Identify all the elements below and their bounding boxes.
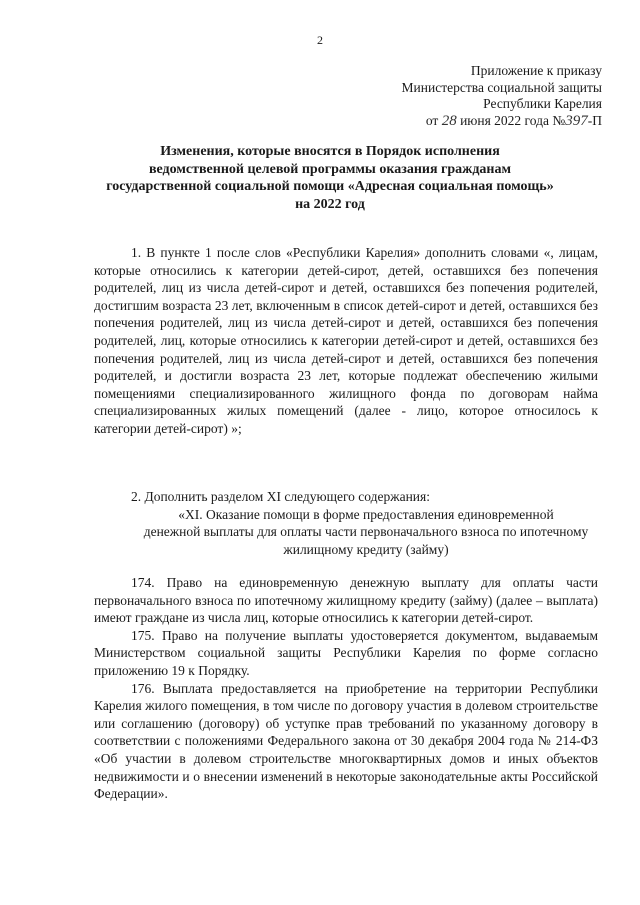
title-line-3: государственной социальной помощи «Адресная социальная помощь» bbox=[106, 179, 554, 194]
document-title bbox=[60, 143, 600, 213]
header-date-middle: июня 2022 года № bbox=[460, 112, 566, 128]
page-number: 2 bbox=[317, 33, 323, 47]
point-2-block bbox=[94, 488, 598, 558]
paragraph-176: 176. Выплата предоставляется на приобретение на территории Республики Карелия жилого помещения, в том числе по договору участия в долевом строительстве или соглашению (договору) об уступке прав требований по указанному договору в соответствии с положениями Федерального закона от 30 декабря 2004 года № 214-ФЗ «Об участии в долевом строительстве многоквартирных домов и иных объектов недвижимости и о внесении изменений в некоторые законодательные акты Российской Федерации». bbox=[94, 680, 598, 802]
paragraph-174: 174. Право на единовременную денежную выплату для оплаты части первоначального взноса по ипотечному жилищному кредиту (займу) (далее – выплата) имеют граждане из числа лиц, которые относились к категории детей-сирот. bbox=[94, 575, 598, 626]
point-1-block bbox=[94, 244, 598, 438]
header-line-1: Приложение к приказу bbox=[470, 63, 602, 78]
paragraphs-block bbox=[94, 574, 598, 803]
section-title-line-3: жилищному кредиту (займу) bbox=[283, 541, 449, 557]
section-title-line-1: «XI. Оказание помощи в форме предоставления единовременной bbox=[178, 506, 554, 522]
paragraph-175: 175. Право на получение выплаты удостоверяется документом, выдаваемым Министерством социальной защиты Республики Карелия по форме согласно приложению 19 к Порядку. bbox=[94, 627, 598, 678]
header-line-3: Республики Карелия bbox=[483, 96, 602, 111]
header-line-4 bbox=[302, 113, 602, 130]
handwritten-day: 28 bbox=[441, 112, 457, 129]
document-header bbox=[302, 63, 602, 129]
point-2-intro: 2. Дополнить разделом XI следующего содержания: bbox=[131, 489, 430, 504]
section-title-line-2: денежной выплаты для оплаты части первоначального взноса по ипотечному bbox=[143, 524, 589, 540]
title-line-1: Изменения, которые вносятся в Порядок исполнения bbox=[160, 144, 500, 159]
title-line-4: на 2022 год bbox=[295, 196, 365, 212]
section-title bbox=[94, 506, 598, 559]
header-line-2: Министерства социальной защиты bbox=[401, 79, 602, 95]
header-date-suffix: -П bbox=[587, 112, 602, 128]
handwritten-number: 397 bbox=[565, 112, 588, 129]
point-1-text: 1. В пункте 1 после слов «Республики Карелия» дополнить словами «, лицам, которые относились к категории детей-сирот, детей, оставшихся без попечения родителей, лиц из числа детей-сирот и детей, оставшихся без попечения родителей, достигшим возраста 23 лет, включенным в список детей-сирот и детей, оставшихся без попечения родителей, лиц из числа детей-сирот и детей, оставшихся без попечения родителей, лиц, которые относились к категории детей-сирот и детей, оставшихся без попечения родителей, лиц из числа детей-сирот и детей, оставшихся без попечения родителей, и достигли возраста 23 лет, которые подлежат обеспечению жилыми помещениями специализированного жилищного фонда по договорам найма специализированных жилых помещений (далее - лицо, которое относилось к категории детей-сирот) »; bbox=[94, 245, 598, 436]
title-line-2: ведомственной целевой программы оказания гражданам bbox=[148, 161, 512, 177]
header-date-prefix: от bbox=[425, 112, 439, 128]
